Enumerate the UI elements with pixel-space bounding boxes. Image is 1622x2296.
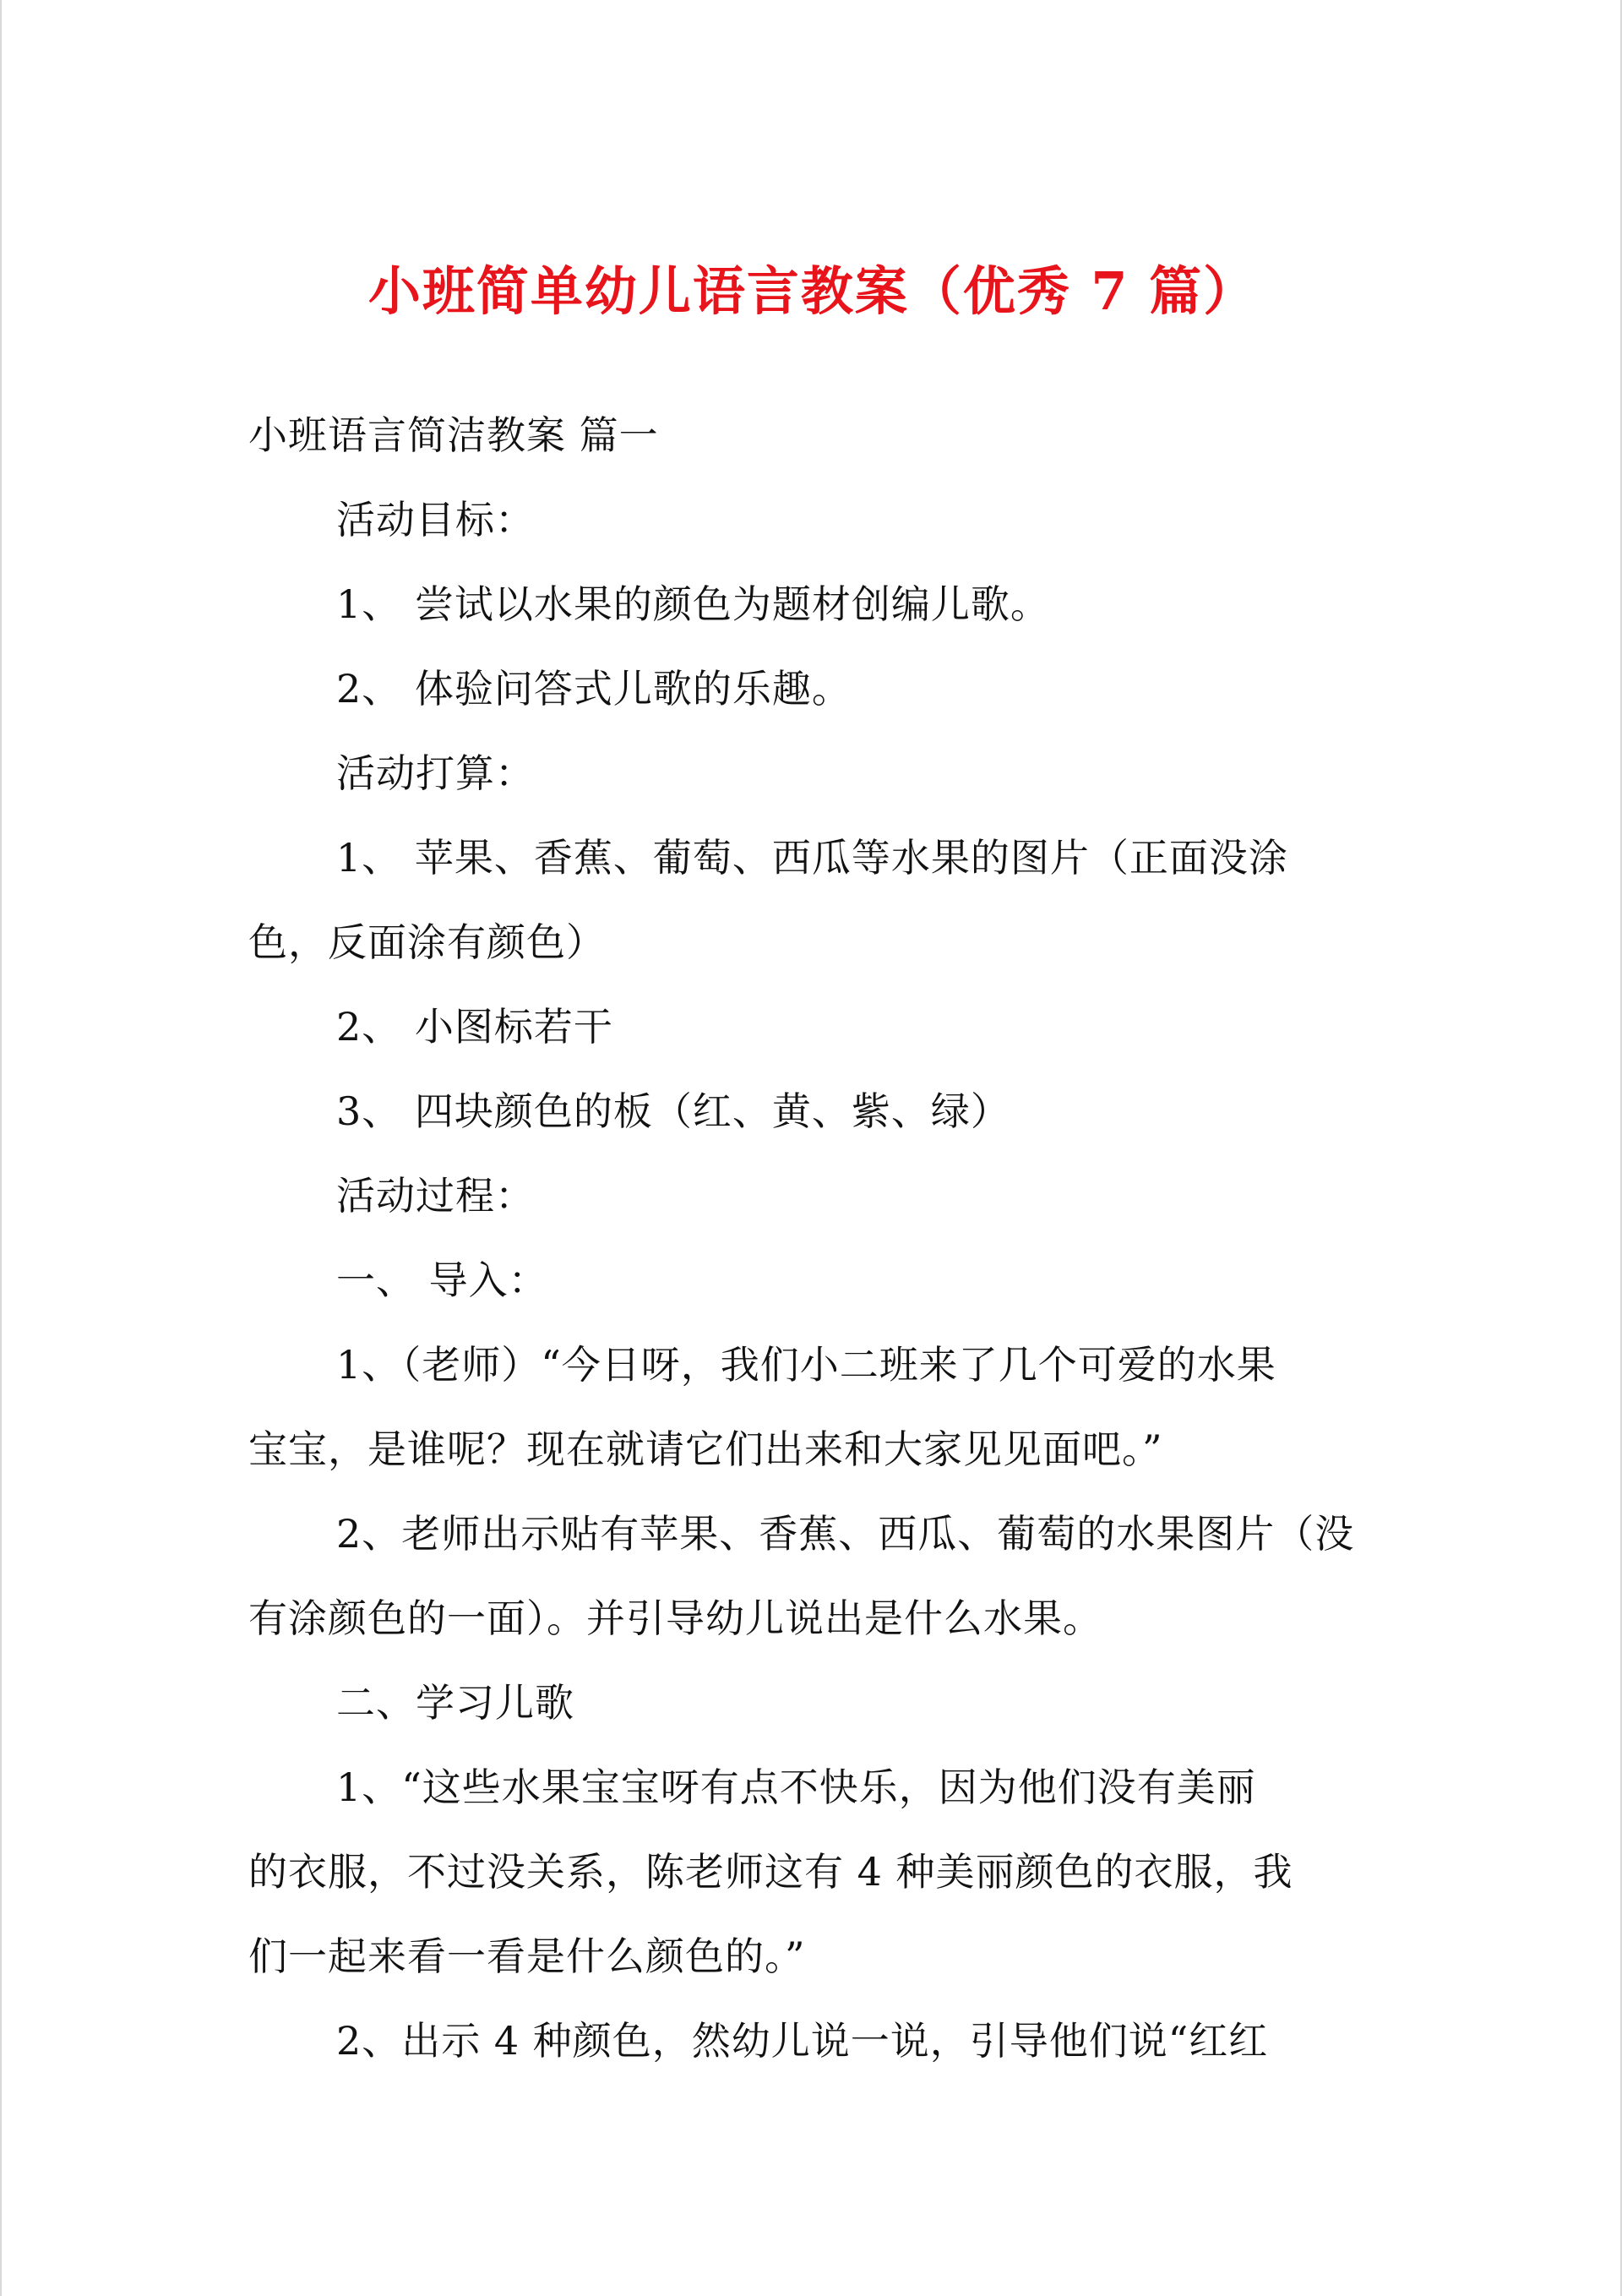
text-line: 一、 导入： <box>336 1257 548 1303</box>
text-line: 活动打算： <box>336 750 535 796</box>
text-line: 3、 四块颜色的板（红、黄、紫、绿） <box>336 1088 1010 1134</box>
text-line: 二、学习儿歌 <box>336 1680 574 1726</box>
text-line: 1、“这些水果宝宝呀有点不快乐，因为他们没有美丽 <box>336 1764 1256 1810</box>
text-line: 1、（老师）“今日呀，我们小二班来了几个可爱的水果 <box>336 1342 1276 1388</box>
section-heading: 小班语言简洁教案 篇一 <box>248 412 659 458</box>
text-line: 1、 苹果、香蕉、葡萄、西瓜等水果的图片（正面没涂 <box>336 835 1288 881</box>
text-line: 2、老师出示贴有苹果、香蕉、西瓜、葡萄的水果图片（没 <box>336 1511 1355 1557</box>
text-line: 2、出示 4 种颜色，然幼儿说一说，引导他们说“红红 <box>336 2018 1269 2064</box>
text-line: 色，反面涂有颜色） <box>248 919 606 965</box>
text-line: 活动目标： <box>336 497 535 543</box>
text-line: 有涂颜色的一面）。并引导幼儿说出是什么水果。 <box>248 1595 1102 1641</box>
text-line: 的衣服，不过没关系，陈老师这有 4 种美丽颜色的衣服，我 <box>248 1849 1293 1895</box>
text-line: 们一起来看一看是什么颜色的。” <box>248 1933 806 1979</box>
text-line: 2、 小图标若干 <box>336 1004 613 1050</box>
text-line: 2、 体验问答式儿歌的乐趣。 <box>336 666 852 712</box>
document-title: 小班简单幼儿语言教案（优秀 7 篇） <box>367 260 1258 322</box>
text-line: 活动过程： <box>336 1173 535 1219</box>
text-line: 1、 尝试以水果的颜色为题材创编儿歌。 <box>336 581 1050 627</box>
text-line: 宝宝，是谁呢？现在就请它们出来和大家见见面吧。” <box>248 1426 1163 1472</box>
